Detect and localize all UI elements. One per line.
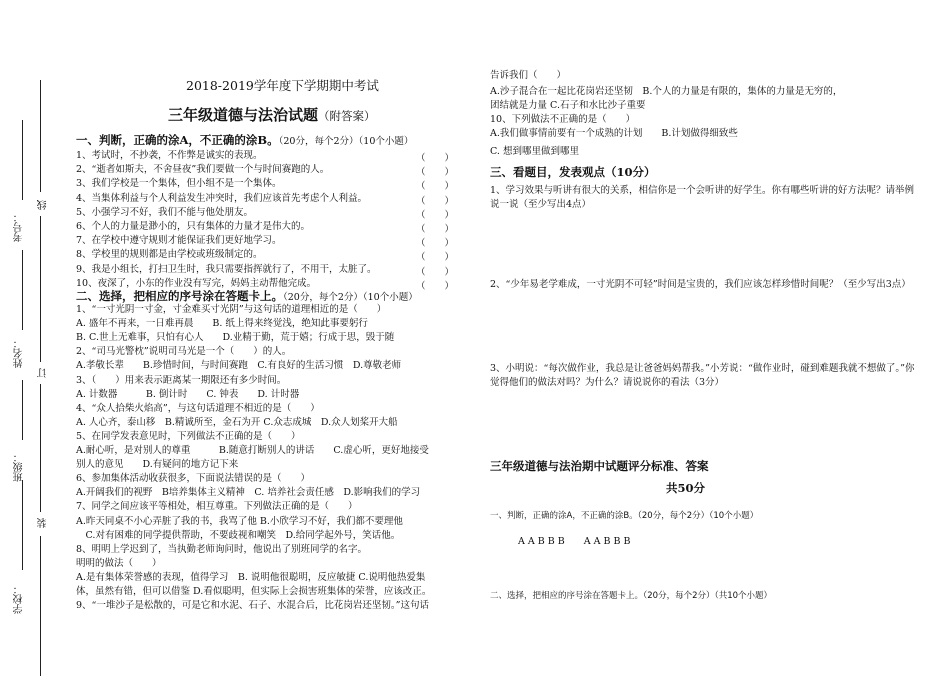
choice-line: A.孝敬长辈 B.珍惜时间，与时间赛跑 C.有良好的生活习惯 D.尊敬老师	[76, 360, 402, 372]
choice-line: A.耐心听，是对别人的尊重 B.随意打断别人的讲话 C.虚心听，更好地接受	[76, 445, 429, 456]
answer-paren[interactable]: （ ）	[416, 266, 455, 278]
name-blank[interactable]	[22, 250, 23, 330]
question-1: 1、学习效果与听讲有很大的关系，相信你是一个会听讲的好学生。你有哪些听讲的好方法呢？请举例说一说（至少写出4点）	[490, 185, 915, 210]
choice-line: A.昨天同桌不小心弄脏了我的书，我骂了他 B.小欣学习不好，我们都不要理他	[76, 515, 403, 527]
choice-line: A.是有集体荣誉感的表现，值得学习 B. 说明他很聪明，反应敏捷 C.说明他热爱集	[76, 571, 426, 583]
judgement-item: 2、“逝者如斯夫，不舍昼夜”我们要做一个与时间赛跑的人。	[76, 164, 330, 176]
answer-key-title: 三年级道德与法治期中试题评分标准、答案	[490, 459, 709, 473]
choice-line: 8、明明上学迟到了，当执勤老师询问时，他说出了别班同学的名字。	[76, 543, 368, 555]
judgement-item: 8、学校里的规则都是由学校或班级制定的。	[76, 249, 263, 261]
answer-paren[interactable]: （ ）	[416, 209, 455, 221]
choice-line: C.对有困难的同学提供帮助，不要歧视和嘲笑 D.给同学起外号，笑话他。	[76, 529, 401, 541]
answer-section1-heading: 一、判断，正确的涂A，不正确的涂B。（20分，每个2分）（10个小题）	[490, 511, 759, 521]
answer-paren[interactable]: （ ）	[416, 167, 455, 179]
line-mark-label: 线	[38, 200, 49, 210]
staple-mark-label: 装	[38, 518, 49, 528]
choice-line: A. 人心齐，泰山移 B.精诚所至，金石为开 C.众志成城 D.众人划桨开大船	[76, 416, 398, 428]
section1-heading	[76, 132, 413, 148]
choice-line: 团结就是力量 C.石子和水比沙子重要	[490, 100, 646, 111]
choice-line: 别人的意见 D.有疑问的地方记下来	[76, 459, 239, 471]
choice-line: 9、“一堆沙子是松散的，可是它和水泥、石子、水混合后，比花岗岩还坚韧。”这句话	[76, 600, 430, 612]
choice-line: 4、“众人拾柴火焰高”，与这句话道理不相近的是（ ）	[76, 402, 320, 414]
subtitle-text: 三年级道德与法治试题	[168, 106, 319, 124]
judgement-item: 7、在学校中遵守规则才能保证我们更好地学习。	[76, 235, 282, 247]
bind-mark-label: 订	[38, 368, 49, 378]
answer-paren[interactable]: （ ）	[416, 252, 455, 264]
choice-line: 2、“司马光警枕”说明司马光是一个（ ）的人。	[76, 346, 292, 358]
section1-heading-text: 一、判断，正确的涂A，不正确的涂B。	[76, 133, 279, 147]
answer-section1-values: A A B B B A A B B B	[518, 536, 631, 547]
choice-line: 1、“一寸光阴一寸金，寸金难买寸光阴”与这句话的道理相近的是（ ）	[76, 304, 387, 315]
section3-heading: 三、看题目，发表观点（10分）	[490, 165, 656, 179]
judgement-item: 1、考试时，不抄袭，不作弊是诚实的表现。	[76, 150, 263, 161]
choice-line: C. 想到哪里做到哪里	[490, 146, 579, 157]
answer-paren[interactable]: （ ）	[416, 153, 455, 164]
answer-paren[interactable]: （ ）	[416, 195, 455, 207]
judgement-item: 9、我是小组长，打扫卫生时，我只需要指挥就行了，不用干，太脏了。	[76, 263, 377, 275]
question-3: 3、小明说：“每次做作业，我总是让爸爸妈妈帮我。”小芳说：“做作业时，碰到难题我就不想做了。”你觉得他们的做法对吗？为什么？请说说你的看法（3分）	[490, 363, 915, 388]
answer-paren[interactable]: （ ）	[416, 280, 455, 292]
choice-line: 5、在同学发表意见时，下列做法不正确的是（ ）	[76, 430, 301, 442]
choice-line: A. 盛年不再来，一日难再晨 B. 纸上得来终觉浅，绝知此事要躬行	[76, 318, 368, 330]
choice-line: 7、同学之间应该平等相处，相互尊重。下列做法正确的是（ ）	[76, 501, 358, 513]
exam-title: 2018-2019学年度下学期期中考试	[186, 78, 379, 93]
choice-line: A. 计数器 B. 倒计时 C. 钟表 D. 计时器	[76, 388, 300, 400]
school-blank[interactable]	[22, 480, 23, 570]
judgement-item: 6、个人的力量是渺小的，只有集体的力量才是伟大的。	[76, 221, 311, 232]
choice-line: B. C.世上无难事，只怕有心人 D.业精于勤，荒于嬉；行成于思，毁于随	[76, 332, 395, 344]
exam-number-blank[interactable]	[22, 120, 23, 200]
choice-line: A.我们做事情前要有一个成熟的计划 B.计划做得细致些	[490, 128, 738, 139]
binding-line-1	[40, 80, 41, 192]
binding-margin	[0, 0, 70, 689]
judgement-item: 5、小强学习不好，我们不能与他处朋友。	[76, 206, 254, 218]
exam-subtitle	[168, 104, 376, 125]
class-blank[interactable]	[22, 380, 23, 440]
binding-line-2	[40, 216, 41, 362]
answer-paren[interactable]: （ ）	[416, 181, 455, 193]
class-label: 班级：	[14, 452, 25, 482]
section1-heading-note: （20分，每个2分）（10个小题）	[278, 136, 414, 147]
subtitle-note: （附答案）	[318, 109, 376, 123]
binding-line-4	[40, 536, 41, 676]
answer-paren[interactable]: （ ）	[416, 224, 455, 235]
choice-line: A.开阔我们的视野 B培养集体主义精神 C. 培养社会责任感 D.影响我们的学习	[76, 487, 421, 499]
judgement-item: 3、我们学校是一个集体，但小组不是一个集体。	[76, 178, 282, 190]
choice-line: 明明的做法（ ）	[76, 557, 162, 569]
section2-heading-note: （20分，每个2分）（10个小题）	[283, 292, 418, 303]
question-2: 2、“少年易老学难成，一寸光阴不可轻”时间是宝贵的，我们应该怎样珍惜时间呢？（至少写出3点）	[490, 279, 911, 290]
section2-heading-text: 二、选择，把相应的序号涂在答题卡上。	[76, 289, 283, 303]
choice-line: 告诉我们（ ）	[490, 70, 567, 81]
name-label: 姓名：	[14, 338, 25, 368]
school-label: 学校：	[14, 584, 25, 614]
choice-line: 6、参加集体活动收获很多，下面说法错误的是（ ）	[76, 473, 311, 485]
section2-heading	[76, 288, 418, 304]
choice-line: A.沙子混合在一起比花岗岩还坚韧 B.个人的力量是有限的，集体的力量是无穷的，	[490, 86, 843, 97]
choice-line: 体，虽然有错，但可以借鉴 D.看似聪明，但实际上会损害班集体的荣誉，应该改正。	[76, 586, 432, 597]
exam-number-label: 考号：	[14, 212, 25, 242]
judgement-item: 4、当集体利益与个人利益发生冲突时，我们应该首先考虑个人利益。	[76, 192, 368, 204]
answer-key-total: 共50分	[666, 481, 706, 495]
choice-line: 10、下列做法不正确的是（ ）	[490, 114, 636, 125]
binding-line-3	[40, 384, 41, 512]
answer-section2-heading: 二、选择，把相应的序号涂在答题卡上。（20分，每个2分）（共10个小题）	[490, 591, 773, 601]
judgement-item: 10、夜深了，小东的作业没有写完，妈妈主动帮他完成。	[76, 277, 317, 289]
answer-paren[interactable]: （ ）	[416, 238, 455, 250]
choice-line: 3、（ ）用来表示距离某一期限还有多少时间。	[76, 374, 287, 386]
